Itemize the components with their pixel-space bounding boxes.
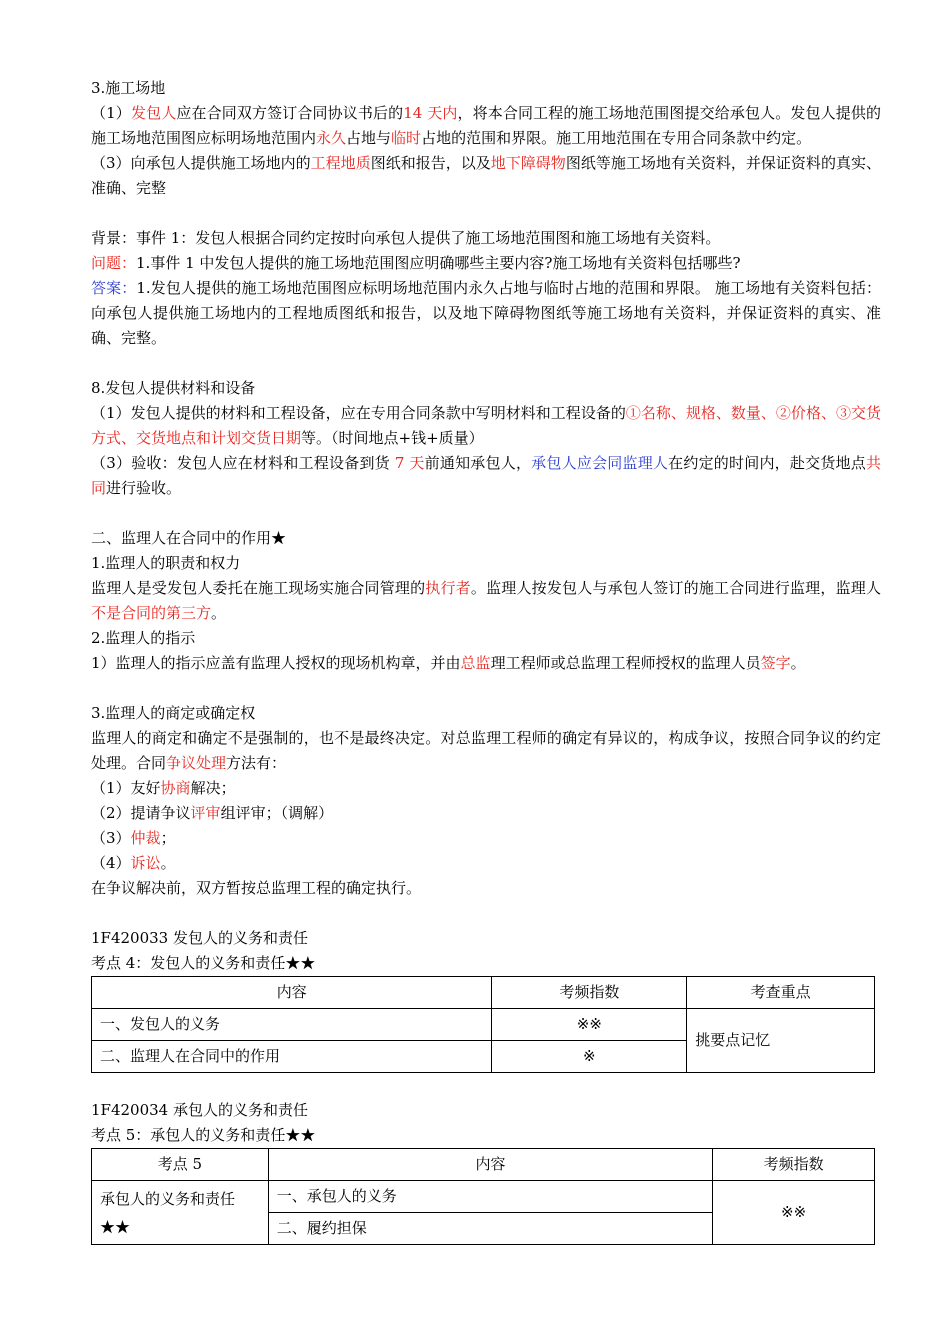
question-label: 问题： — [91, 254, 137, 272]
section-8-title: 8.发包人提供材料和设备 — [91, 379, 256, 397]
t1-row-1-freq: ※※ — [492, 1009, 687, 1041]
t2-code-title: 1F420034 承包人的义务和责任 — [91, 1101, 308, 1119]
section-3-para-2: （3）向承包人提供施工场地内的工程地质图纸和报告，以及地下障碍物图纸等施工场地有关资料，并保证资料的真实、准确、完整 — [91, 154, 881, 197]
t1-row-2-content: 二、监理人在合同中的作用 — [92, 1041, 492, 1073]
t1-header-focus: 考查重点 — [687, 977, 875, 1009]
document-page — [91, 76, 881, 1245]
method-3: （3）仲裁； — [91, 829, 176, 847]
case-question: 问题：1.事件 1 中发包人提供的施工场地范围图应明确哪些主要内容?施工场地有关资料包括哪些? — [91, 254, 741, 272]
case-answer: 答案：1.发包人提供的施工场地范围图应标明场地范围内永久占地与临时占地的范围和界限。 施工场地有关资料包括：向承包人提供施工场地内的工程地质图纸和报告，以及地下障碍物图纸等施工场地有关资料，并保证资料的真实、准确、完整。 — [91, 279, 881, 347]
t1-focus: 挑要点记忆 — [687, 1009, 875, 1073]
t2-header-point: 考点 5 — [92, 1149, 269, 1181]
supervisor-closing: 在争议解决前，双方暂按总监理工程的确定执行。 — [91, 879, 422, 897]
answer-label: 答案： — [91, 279, 137, 297]
t2-header-freq: 考频指数 — [713, 1149, 875, 1181]
section-8-para-1: （1）发包人提供的材料和工程设备，应在专用合同条款中写明材料和工程设备的①名称、规格、数量、②价格、③交货方式、交货地点和计划交货日期等。（时间地点+钱+质量） — [91, 404, 881, 447]
section-8-para-2: （3）验收：发包人应在材料和工程设备到货 7 天前通知承包人，承包人应会同监理人在约定的时间内，赴交货地点共同进行验收。 — [91, 454, 881, 497]
t2-point: 考点 5：承包人的义务和责任★★ — [91, 1126, 316, 1144]
t1-code-title: 1F420033 发包人的义务和责任 — [91, 929, 308, 947]
t2-item-2: 二、履约担保 — [268, 1213, 712, 1245]
t1-row-2-freq: ※ — [492, 1041, 687, 1073]
supervisor-title: 二、监理人在合同中的作用★ — [91, 529, 287, 547]
supervisor-s3-title: 3.监理人的商定或确定权 — [91, 704, 256, 722]
method-2: （2）提请争议评审组评审；（调解） — [91, 804, 334, 822]
t1-header-freq: 考频指数 — [492, 977, 687, 1009]
supervisor-s3-text: 监理人的商定和确定不是强制的，也不是最终决定。对总监理工程师的确定有异议的，构成争议，按照合同争议的约定处理。合同争议处理方法有： — [91, 729, 881, 772]
t1-point: 考点 4：发包人的义务和责任★★ — [91, 954, 316, 972]
t2-item-1: 一、承包人的义务 — [268, 1181, 712, 1213]
t2-header-content: 内容 — [268, 1149, 712, 1181]
case-background: 背景：事件 1：发包人根据合同约定按时向承包人提供了施工场地范围图和施工场地有关资料。 — [91, 229, 721, 247]
method-4: （4）诉讼。 — [91, 854, 176, 872]
t1-row-1-content: 一、发包人的义务 — [92, 1009, 492, 1041]
table-row — [92, 1181, 875, 1213]
supervisor-s2-text: 1）监理人的指示应盖有监理人授权的现场机构章，并由总监理工程师或总监理工程师授权的监理人员签字。 — [91, 654, 806, 672]
supervisor-s1-text: 监理人是受发包人委托在施工现场实施合同管理的执行者。监理人按发包人与承包人签订的施工合同进行监理，监理人不是合同的第三方。 — [91, 579, 881, 622]
t2-freq: ※※ — [713, 1181, 875, 1245]
section-3-title: 3.施工场地 — [91, 79, 166, 97]
supervisor-s2-title: 2.监理人的指示 — [91, 629, 196, 647]
table-row — [92, 1009, 875, 1041]
contractor-duties-table — [91, 1148, 875, 1245]
supervisor-s1-title: 1.监理人的职责和权力 — [91, 554, 241, 572]
section-3-para-1: （1）发包人应在合同双方签订合同协议书后的14 天内，将本合同工程的施工场地范围图提交给承包人。发包人提供的施工场地范围图应标明场地范围内永久占地与临时占地的范围和界限。施工用地范围在专用合同条款中约定。 — [91, 104, 881, 147]
employer-duties-table — [91, 976, 875, 1073]
t1-header-content: 内容 — [92, 977, 492, 1009]
t2-topic: 承包人的义务和责任★★ — [92, 1181, 269, 1245]
method-1: （1）友好协商解决； — [91, 779, 236, 797]
